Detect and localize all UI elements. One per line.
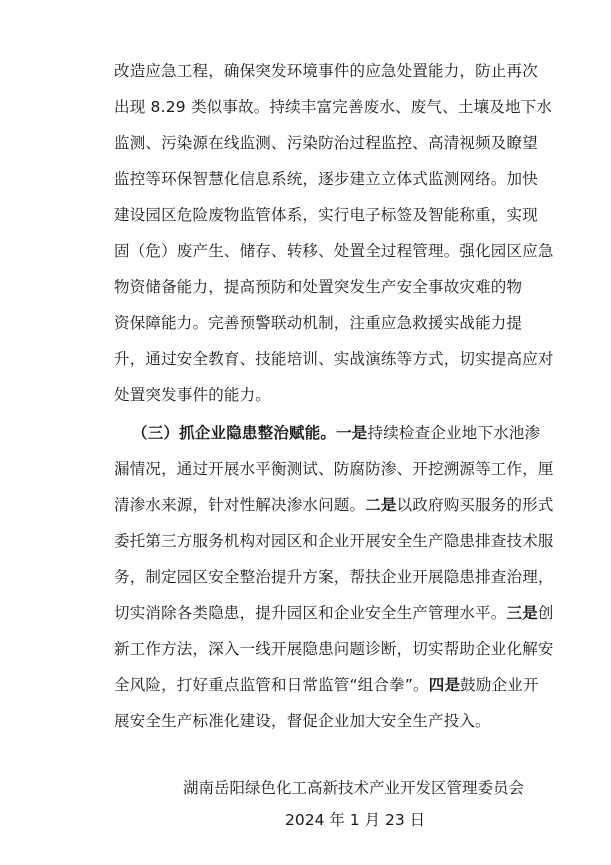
paragraph-2-line-8-rest: 鼓励企业开: [460, 676, 539, 694]
paragraph-1-line-1: 改造应急工程，确保突发环境事件的应急处置能力，防止再次: [114, 62, 538, 80]
marker-fourth: 四是: [428, 676, 461, 694]
paragraph-2-line-5: 务，制定园区安全整治提升方案，帮扶企业开展隐患排查治理，: [114, 568, 554, 586]
marker-second: 二是: [365, 496, 397, 514]
paragraph-1-line-7: 物资储备能力，提高预防和处置突发生产安全事故灾难的物: [114, 278, 523, 296]
paragraph-1-line-10: 处置突发事件的能力。: [114, 386, 272, 404]
paragraph-2-line-6: [114, 603, 554, 623]
paragraph-2-line-3-rest: 以政府购买服务的形式: [396, 496, 554, 514]
marker-first: 一是: [336, 424, 368, 442]
paragraph-2-line-1: [132, 423, 540, 443]
signature-date: 2024 年 1 月 23 日: [285, 811, 426, 829]
paragraph-2-line-6-text: 切实消除各类隐患，提升园区和企业安全生产管理水平。: [114, 604, 507, 622]
paragraph-2-line-8: [114, 675, 539, 695]
marker-third: 三是: [506, 604, 538, 622]
paragraph-1-line-5: 建设园区危险废物监管体系，实行电子标签及智能称重，实现: [114, 206, 538, 224]
paragraph-1-line-9: 升，通过安全教育、技能培训、实战演练等方式，切实提高应对: [114, 350, 554, 368]
paragraph-2-line-3-text: 清渗水来源，针对性解决渗水问题。: [114, 496, 366, 514]
section-heading: （三）抓企业隐患整治赋能。: [132, 424, 337, 442]
paragraph-1-line-2: 出现 8.29 类似事故。持续丰富完善废水、废气、土壤及地下水: [114, 98, 553, 116]
paragraph-2-line-6-rest: 创: [537, 604, 554, 622]
paragraph-2-line-4: 委托第三方服务机构对园区和企业开展安全生产隐患排查技术服: [114, 532, 554, 550]
paragraph-1-line-8: 资保障能力。完善预警联动机制，注重应急救援实战能力提: [114, 314, 523, 332]
paragraph-2-line-9: 展安全生产标准化建设，督促企业加大安全生产投入。: [114, 712, 491, 730]
paragraph-2-line-8-text: 全风险，打好重点监管和日常监管“组合拳”。: [114, 676, 429, 694]
paragraph-2-line-7: 新工作方法，深入一线开展隐患问题诊断，切实帮助企业化解安: [114, 640, 554, 658]
signature-organization: 湖南岳阳绿色化工高新技术产业开发区管理委员会: [183, 779, 525, 797]
paragraph-1-line-4: 监控等环保智慧化信息系统，逐步建立立体式监测网络。加快: [114, 170, 538, 188]
paragraph-2-line-2: 漏情况，通过开展水平衡测试、防腐防渗、开挖溯源等工作，厘: [114, 460, 554, 478]
paragraph-2-line-1-text: 持续检查企业地下水池渗: [367, 424, 541, 442]
paragraph-1-line-3: 监测、污染源在线监测、污染防治过程监控、高清视频及瞭望: [114, 134, 538, 152]
paragraph-2-line-3: [114, 495, 554, 515]
paragraph-1-line-6: 固（危）废产生、储存、转移、处置全过程管理。强化园区应急: [114, 242, 554, 260]
